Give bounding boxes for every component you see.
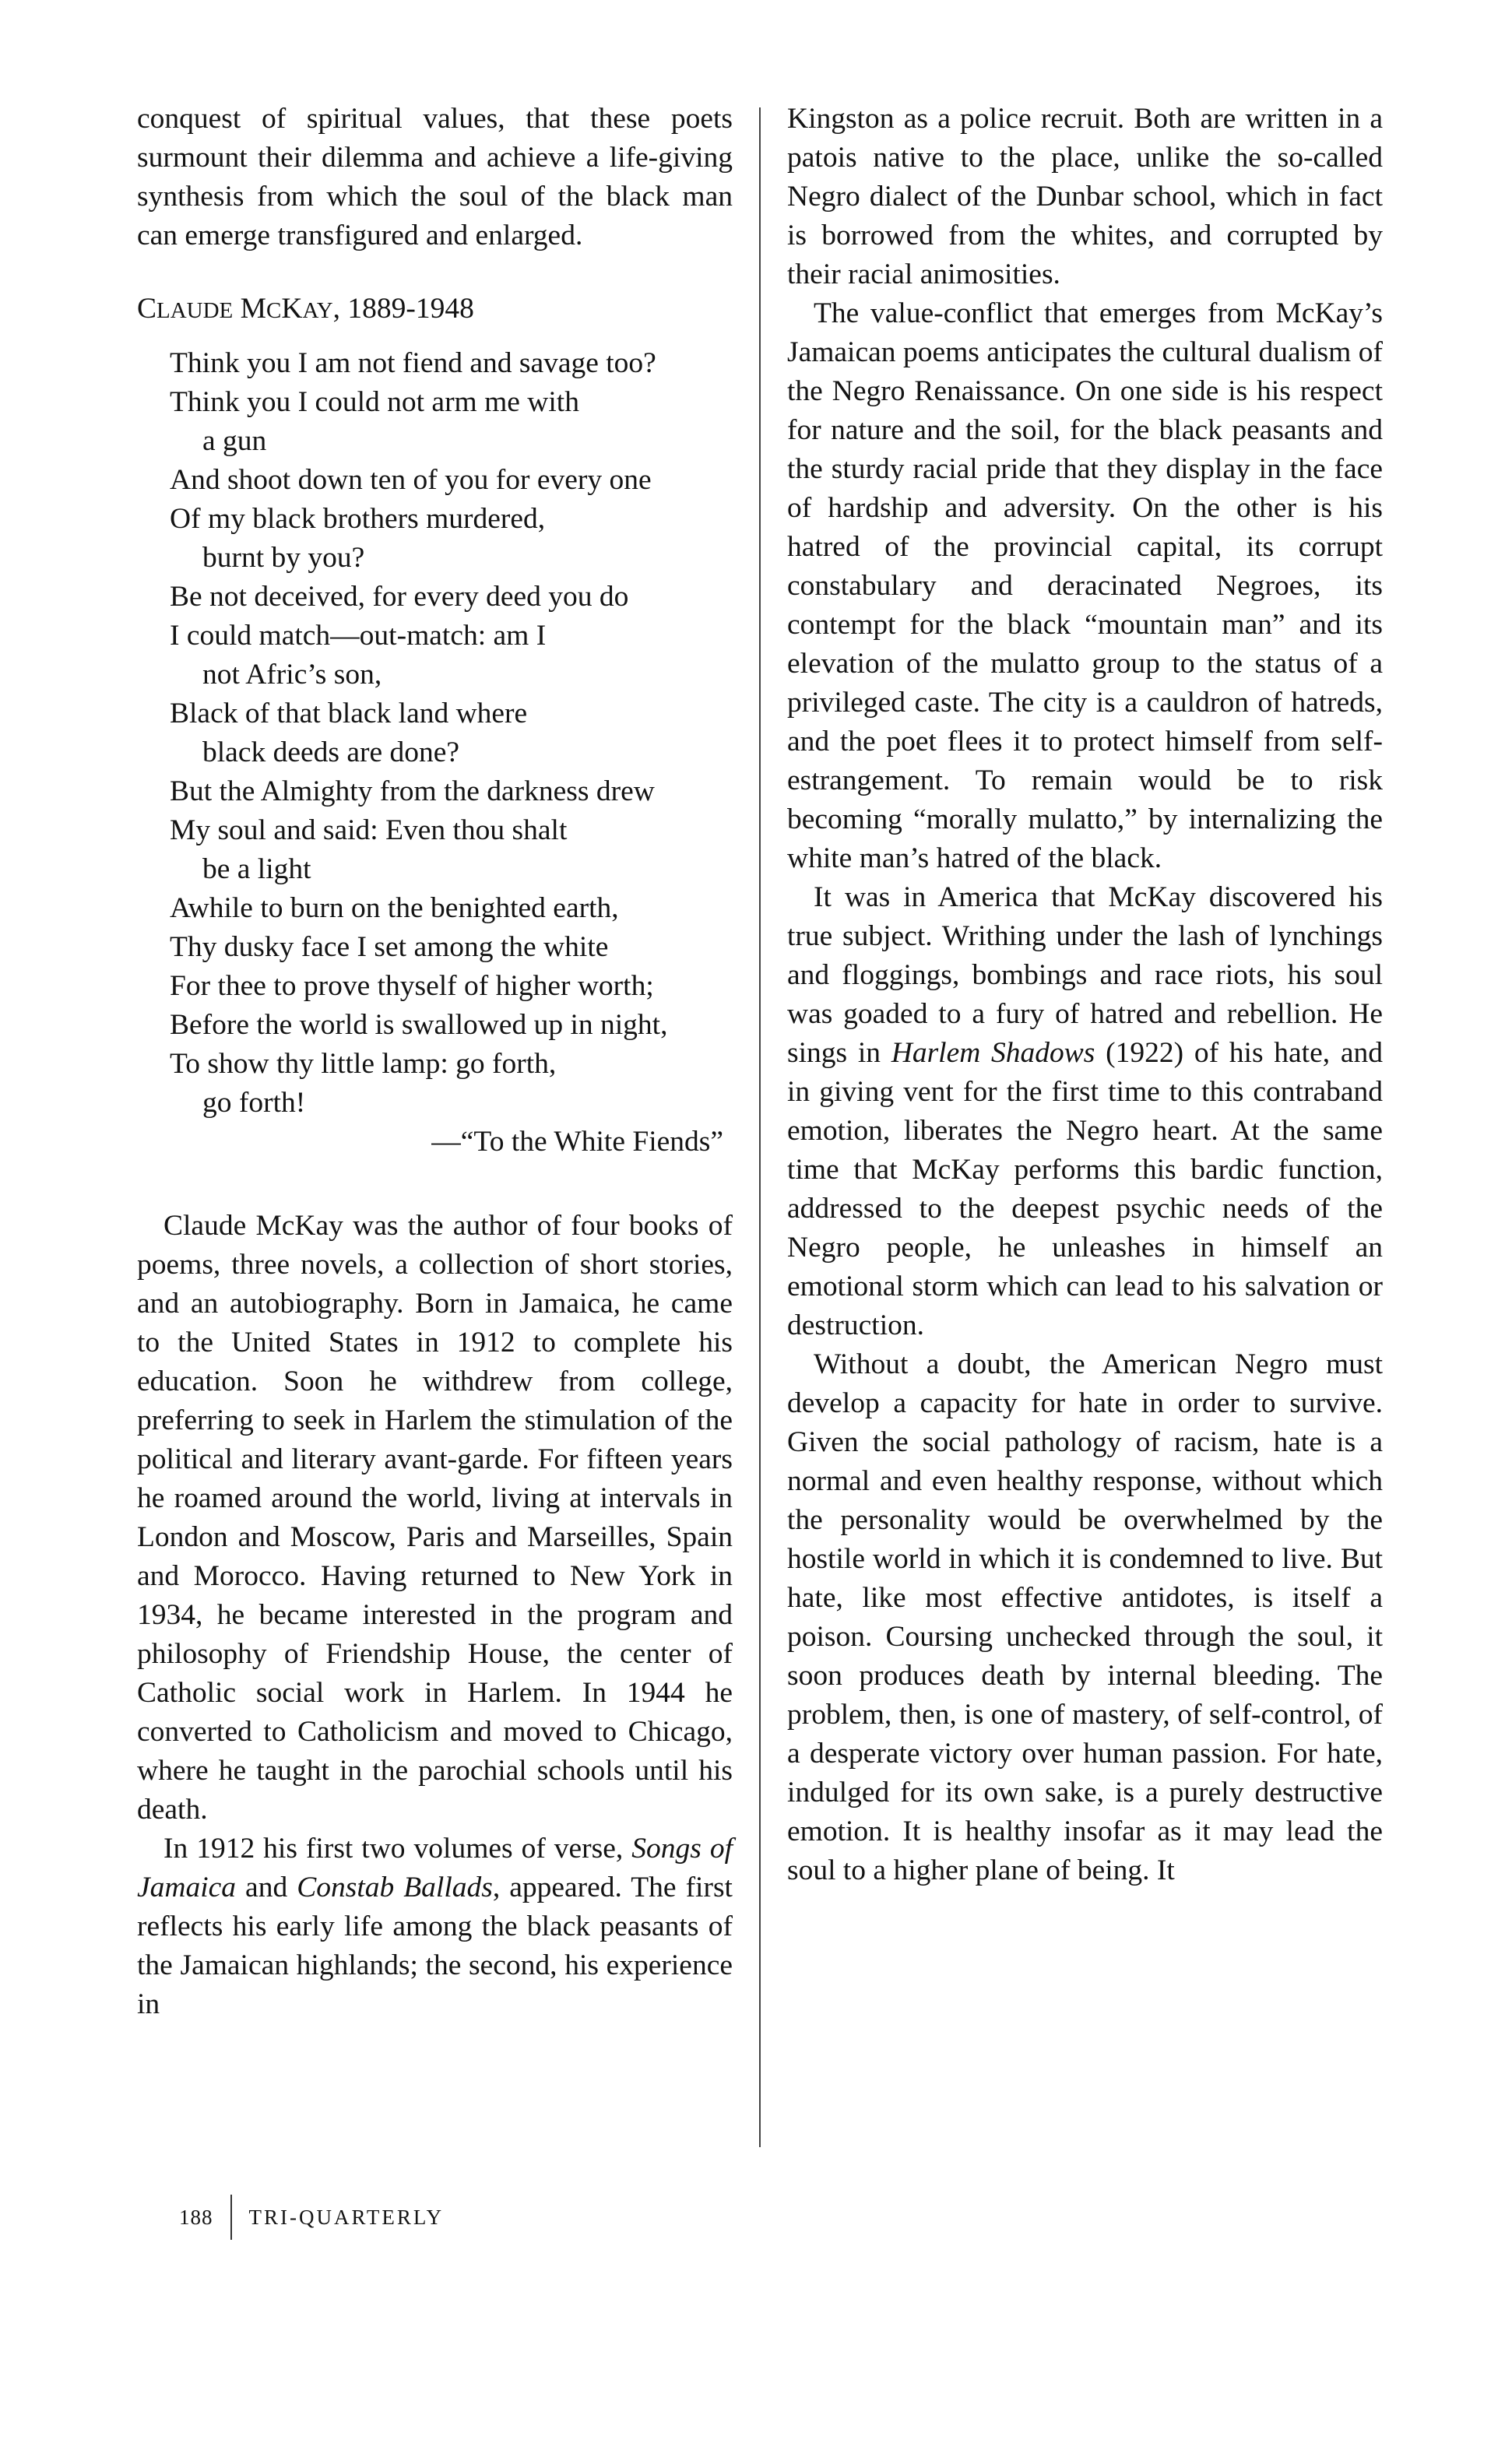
poem-line: Think you I am not fiend and savage too? <box>170 347 656 379</box>
paragraph-hate: Without a doubt, the American Negro must develop a capacity for hate in order to survive. Given the social pathology of racism, hate is a normal and even healthy response, without which the personality would be overwhelmed by the hostile world in which it is condemned to live. But hate, like most effective antidotes, is itself a poison. Coursing unchecked through the soul, it soon produces death by internal bleeding. The problem, then, is one of mastery, of self-control, of a desperate victory over human passion. For hate, indulged for its own sake, is a purely destructive emotion. It is healthy insofar as it may lead the soul to a higher plane of being. It <box>787 1348 1383 1886</box>
paragraph-america <box>787 878 1383 1345</box>
poem-line: Be not deceived, for every deed you do <box>170 581 629 613</box>
poem-line: Before the world is swallowed up in night, <box>170 1009 668 1041</box>
poem-line: To show thy little lamp: go forth, <box>170 1048 557 1080</box>
column-divider <box>759 107 761 2147</box>
poem-line: Think you I could not arm me with <box>170 386 579 418</box>
book-title-harlem-shadows: Harlem Shadows <box>891 1037 1095 1069</box>
page-footer <box>179 2194 444 2241</box>
poem-line: But the Almighty from the darkness drew <box>170 775 655 807</box>
paragraph-value-conflict: The value-conflict that emerges from McKay’s Jamaican poems anticipates the cultural dualism of the Negro Renaissance. On one side is his respect for nature and the soil, for the black peasants and the sturdy racial pride that they display in the face of hardship and adversity. On the other is his hatred of the provincial capital, its corrupt constabulary and deracinated Negroes, its contempt for the black “mountain man” and its elevation of the mulatto group to the status of a privileged caste. The city is a cauldron of hatreds, and the poet flees it to protect himself from self-estrangement. To remain would be to risk becoming “morally mulatto,” by internalizing the white man’s hatred of the black. <box>787 297 1383 874</box>
heading-last-initial: M <box>240 293 266 325</box>
poem-line: My soul and said: Even thou shalt <box>170 814 568 846</box>
heading-last-cap2: K <box>281 293 303 325</box>
book-title-songs-of-jamaica: Songs of Jamaica <box>137 1833 733 1903</box>
page-number: 188 <box>179 2205 213 2229</box>
poem-line: Of my black brothers murdered, <box>170 503 546 535</box>
book-title-constab-ballads: Constab Ballads <box>297 1872 493 1903</box>
section-heading <box>137 290 733 330</box>
poem-attribution: —“To the White Fiends” <box>431 1126 723 1158</box>
left-column <box>137 100 733 2024</box>
poem-line: black deeds are done? <box>202 736 460 768</box>
paragraph-1912-text: and <box>236 1872 297 1903</box>
poem <box>170 344 733 1123</box>
heading-dates: , 1889-1948 <box>332 293 474 325</box>
heading-last-small: C <box>266 298 282 323</box>
opening-paragraph: conquest of spiritual values, that these poets surmount their dilemma and achieve a life-giving synthesis from which the soul of the black man can emerge transfigured and enlarged. <box>137 103 733 251</box>
paragraph-1912-text: In 1912 his first two volumes of verse, <box>164 1833 632 1865</box>
poem-line: be a light <box>202 853 311 885</box>
heading-first-rest: LAUDE <box>156 298 234 323</box>
poem-line: burnt by you? <box>202 542 365 574</box>
paragraph-1912-text: , appeared. The first reflects his early life among the black peasants of the Jamaican highlands; the second, his experience in <box>137 1872 733 2020</box>
poem-line: a gun <box>202 425 267 457</box>
poem-line: go forth! <box>202 1087 306 1119</box>
heading-last-rest: AY <box>302 298 333 323</box>
paragraph-1912 <box>137 1830 733 2024</box>
poem-line: And shoot down ten of you for every one <box>170 464 652 496</box>
poem-line: For thee to prove thyself of higher worth; <box>170 970 654 1002</box>
paragraph-america-text: (1922) of his hate, and in giving vent for the first time to this contraband emotion, liberates the Negro heart. At the same time that McKay performs this bardic function, addressed to the deepest psychic needs of the Negro people, he unleashes in himself an emotional storm which can lead to his salvation or destruction. <box>787 1037 1383 1341</box>
poem-line: Awhile to burn on the benighted earth, <box>170 892 619 924</box>
right-column <box>787 100 1383 1890</box>
footer-divider <box>230 2195 232 2240</box>
running-head: TRI-QUARTERLY <box>248 2205 445 2229</box>
poem-line: Black of that black land where <box>170 698 528 729</box>
paragraph-america-text: It was in America that McKay discovered his true subject. Writhing under the lash of lynchings and floggings, bombings and race riots, his soul was goaded to a fury of hatred and rebellion. He sings in <box>787 881 1383 1069</box>
poem-line: Thy dusky face I set among the white <box>170 931 609 963</box>
continuation-paragraph: Kingston as a police recruit. Both are written in a patois native to the place, unlike the so-called Negro dialect of the Dunbar school, which in fact is borrowed from the whites, and corrupted by their racial animosities. <box>787 103 1383 290</box>
poem-line: not Afric’s son, <box>202 659 382 691</box>
poem-line: I could match—out-match: am I <box>170 620 547 652</box>
paragraph-bio: Claude McKay was the author of four books of poems, three novels, a collection of short stories, and an autobiography. Born in Jamaica, he came to the United States in 1912 to complete his education. Soon he withdrew from college, preferring to seek in Harlem the stimulation of the political and literary avant-garde. For fifteen years he roamed around the world, living at intervals in London and Moscow, Paris and Marseilles, Spain and Morocco. Having returned to New York in 1934, he became interested in the program and philosophy of Friendship House, the center of Catholic social work in Harlem. In 1944 he converted to Catholicism and moved to Chicago, where he taught in the parochial schools until his death. <box>137 1210 733 1826</box>
spacer <box>137 1162 733 1207</box>
heading-first-initial: C <box>137 293 157 325</box>
